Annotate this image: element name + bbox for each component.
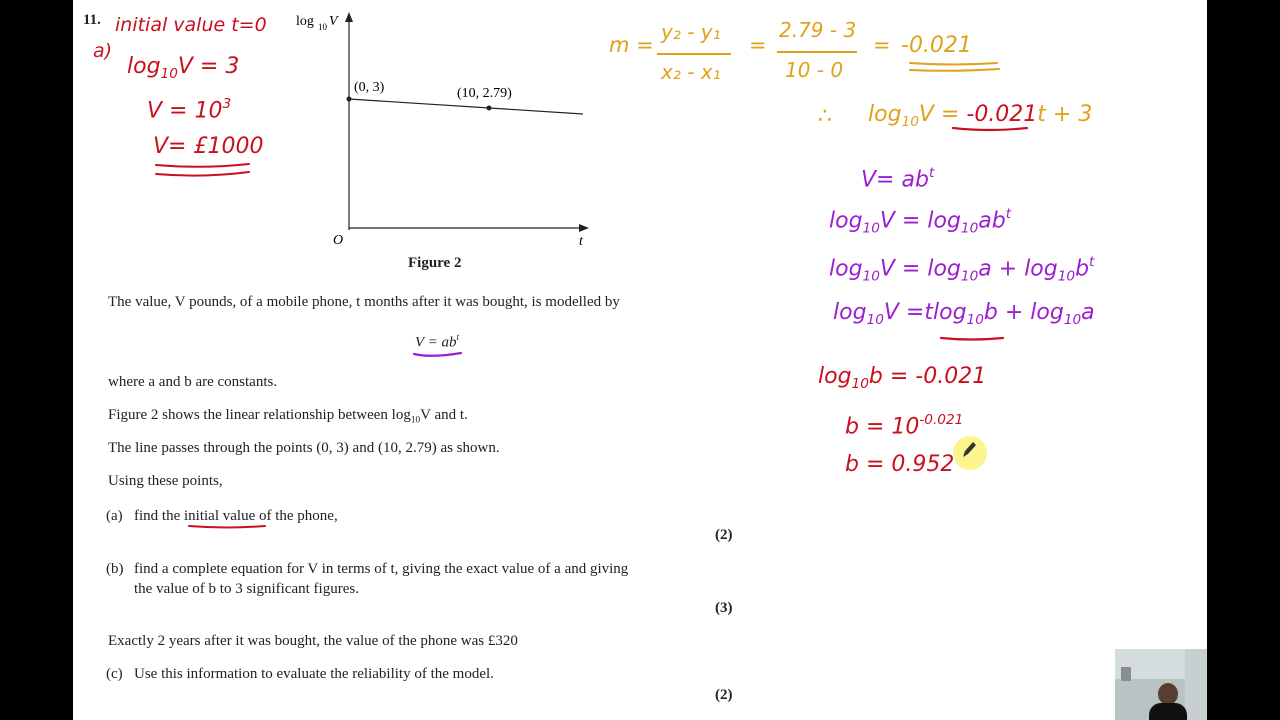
part-c-text: Use this information to evaluate the reliability of the model. xyxy=(134,666,494,682)
part-a-text: find the initial value of the phone, xyxy=(134,508,338,524)
hw-p4: $\log_{10}V =tlog_{10}b + \log_{10}a$ xyxy=(833,300,1095,328)
part-a-marks: (2) xyxy=(715,527,733,543)
hw-gradient-den2: 10 - 0 xyxy=(785,58,844,82)
hw-r3: b = 0.952 xyxy=(845,452,955,477)
two-years-text: Exactly 2 years after it was bought, the value of the phone was £320 xyxy=(108,633,518,649)
points-text: The line passes through the points (0, 3) and (10, 2.79) as shown. xyxy=(108,440,500,456)
model-underline xyxy=(411,350,465,360)
part-b-marks: (3) xyxy=(715,600,733,616)
point-0-3 xyxy=(347,97,352,102)
hw-gradient-result: -0.021 xyxy=(901,33,972,58)
part-b-text-2: the value of b to 3 significant figures. xyxy=(134,581,359,597)
y-axis-label-log: log xyxy=(296,14,314,29)
hw-a-line2: $V = 10^3$ xyxy=(147,96,232,124)
hw-line-eq-underline xyxy=(951,124,1031,134)
hw-p1: $V= ab^t$ xyxy=(861,165,935,193)
figure-caption: Figure 2 xyxy=(408,255,462,271)
part-b-text-1: find a complete equation for V in terms of t, giving the exact value of a and giving xyxy=(134,561,629,577)
point2-label: (10, 2.79) xyxy=(457,86,512,101)
y-axis-label-var: V xyxy=(329,14,338,29)
hw-gradient-den: x₂ - x₁ xyxy=(661,60,721,84)
webcam-overlay xyxy=(1115,649,1207,720)
using-text: Using these points, xyxy=(108,473,223,489)
point-10-2-79 xyxy=(487,106,492,111)
hw-gradient-num: y₂ - y₁ xyxy=(661,20,721,44)
hw-a-line1: $\log_{10}V = 3$ xyxy=(127,54,240,82)
hw-answer-underline xyxy=(153,160,255,182)
figure-relationship-text: Figure 2 shows the linear relationship between $\log_{10}V$ and t. xyxy=(108,407,468,426)
hw-p3: $\log_{10}V = \log_{10}a + \log_{10}b^t$ xyxy=(829,254,1095,285)
y-axis-label-sub: 10 xyxy=(318,22,327,32)
hw-gradient-num2: 2.79 - 3 xyxy=(779,18,857,42)
hw-initial-value-header: initial value t=0 xyxy=(115,14,267,36)
hw-line-equation: $\log_{10}V = -0.021t + 3$ xyxy=(868,102,1093,130)
figure-2-graph xyxy=(283,8,603,258)
part-b-label: (b) xyxy=(106,561,124,577)
presenter-body xyxy=(1149,703,1187,720)
part-c-label: (c) xyxy=(106,666,123,682)
hw-gradient-m: m = xyxy=(609,33,654,57)
x-axis-arrow xyxy=(579,224,589,232)
hw-r1: $\log_{10}b = -0.021$ xyxy=(818,364,987,392)
model-equation: $V = ab^t$ xyxy=(415,333,460,351)
y-axis-arrow xyxy=(345,12,353,22)
presenter-head xyxy=(1158,683,1178,705)
hw-p2: $\log_{10}V = \log_{10}ab^t$ xyxy=(829,206,1012,237)
hw-fraction-bar-1 xyxy=(655,51,735,57)
x-axis-label: t xyxy=(579,234,583,249)
hw-therefore: ∴ xyxy=(818,104,832,129)
hw-part-a-label: a) xyxy=(93,40,113,62)
pencil-icon xyxy=(960,440,978,460)
hw-tlogb-underline xyxy=(939,334,1007,344)
constants-text: where a and b are constants. xyxy=(108,374,278,390)
hw-gradient-eq2: = xyxy=(873,33,891,57)
initial-value-underline xyxy=(187,523,269,531)
data-line xyxy=(349,99,583,114)
point1-label: (0, 3) xyxy=(354,80,385,95)
hw-a-line3: V= £1000 xyxy=(153,134,264,159)
hw-gradient-underline xyxy=(907,58,1003,76)
hw-gradient-eq1: = xyxy=(749,33,767,57)
hw-fraction-bar-2 xyxy=(775,49,861,55)
question-number: 11. xyxy=(83,12,101,28)
part-a-label: (a) xyxy=(106,508,123,524)
origin-label: O xyxy=(333,233,344,248)
document-page xyxy=(73,0,1207,720)
hw-r2: $b = 10^{-0.021}$ xyxy=(845,412,964,440)
part-c-marks: (2) xyxy=(715,687,733,703)
intro-text: The value, V pounds, of a mobile phone, t months after it was bought, is modelled by xyxy=(108,294,620,310)
